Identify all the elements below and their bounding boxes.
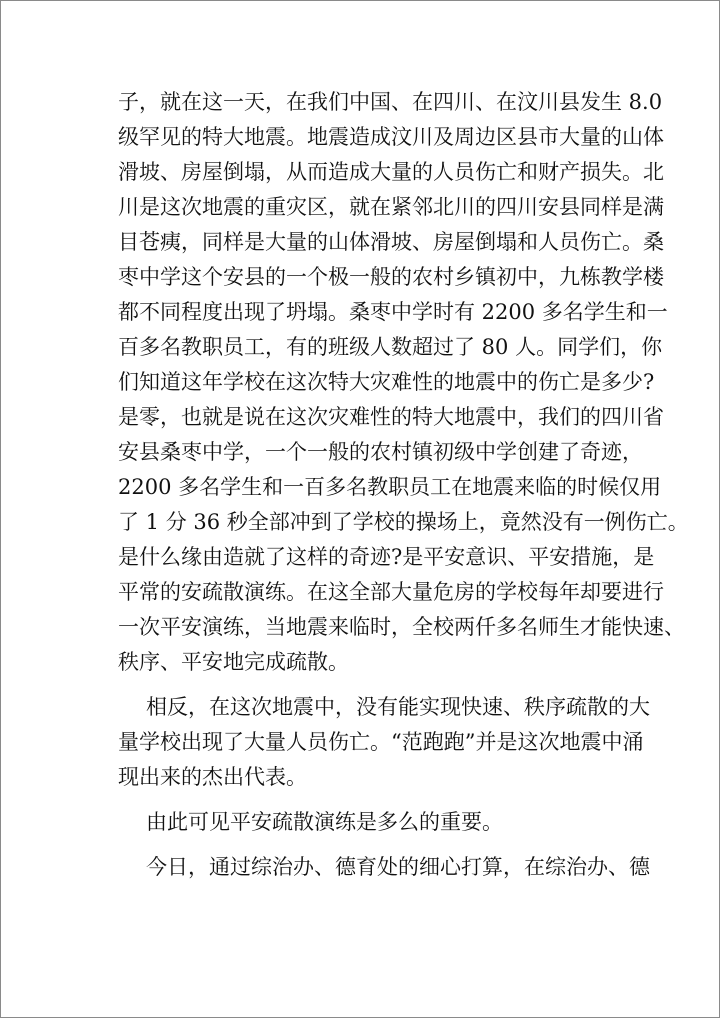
text-line: 相反，在这次地震中，没有能实现快速、秩序疏散的大 xyxy=(146,695,650,719)
text-line: 子，就在这一天，在我们中国、在四川、在汶川县发生 8.0 xyxy=(118,90,663,114)
text-line: 是零，也就是说在这次灾难性的特大地震中，我们的四川省 xyxy=(118,405,664,429)
text-line: 滑坡、房屋倒塌，从而造成大量的人员伤亡和财产损失。北 xyxy=(118,160,664,184)
text-line: 枣中学这个安县的一个极一般的农村乡镇初中，九栋教学楼 xyxy=(118,265,664,289)
text-line: 平常的安疏散演练。在这全部大量危房的学校每年却要进行 xyxy=(118,580,664,604)
text-line: 今日，通过综治办、德育处的细心打算，在综治办、德 xyxy=(146,855,650,879)
text-line: 一次平安演练，当地震来临时，全校两仟多名师生才能快速、 xyxy=(118,615,685,639)
text-line: 量学校出现了大量人员伤亡。“范跑跑”并是这次地震中涌 xyxy=(118,730,644,754)
text-line: 安县桑枣中学，一个一般的农村镇初级中学创建了奇迹， xyxy=(118,440,643,464)
text-line: 由此可见平安疏散演练是多么的重要。 xyxy=(146,810,503,834)
text-line: 2200 多名学生和一百多名教职员工在地震来临的时候仅用 xyxy=(118,475,662,499)
text-line: 现出来的杰出代表。 xyxy=(118,765,307,789)
text-line: 们知道这年学校在这次特大灾难性的地震中的伤亡是多少? xyxy=(118,370,655,394)
text-line: 川是这次地震的重灾区，就在紧邻北川的四川安县同样是满 xyxy=(118,195,664,219)
text-line: 是什么缘由造就了这样的奇迹?是平安意识、平安措施，是 xyxy=(118,545,655,569)
text-line: 百多名教职员工，有的班级人数超过了 80 人。同学们，你 xyxy=(118,335,663,359)
text-line: 都不同程度出现了坍塌。桑枣中学时有 2200 多名学生和一 xyxy=(118,300,668,324)
text-line: 目苍痍，同样是大量的山体滑坡、房屋倒塌和人员伤亡。桑 xyxy=(118,230,664,254)
text-line: 级罕见的特大地震。地震造成汶川及周边区县市大量的山体 xyxy=(118,125,664,149)
text-line: 秩序、平安地完成疏散。 xyxy=(118,650,349,674)
text-line: 了 1 分 36 秒全部冲到了学校的操场上，竟然没有一例伤亡。 xyxy=(118,510,689,534)
